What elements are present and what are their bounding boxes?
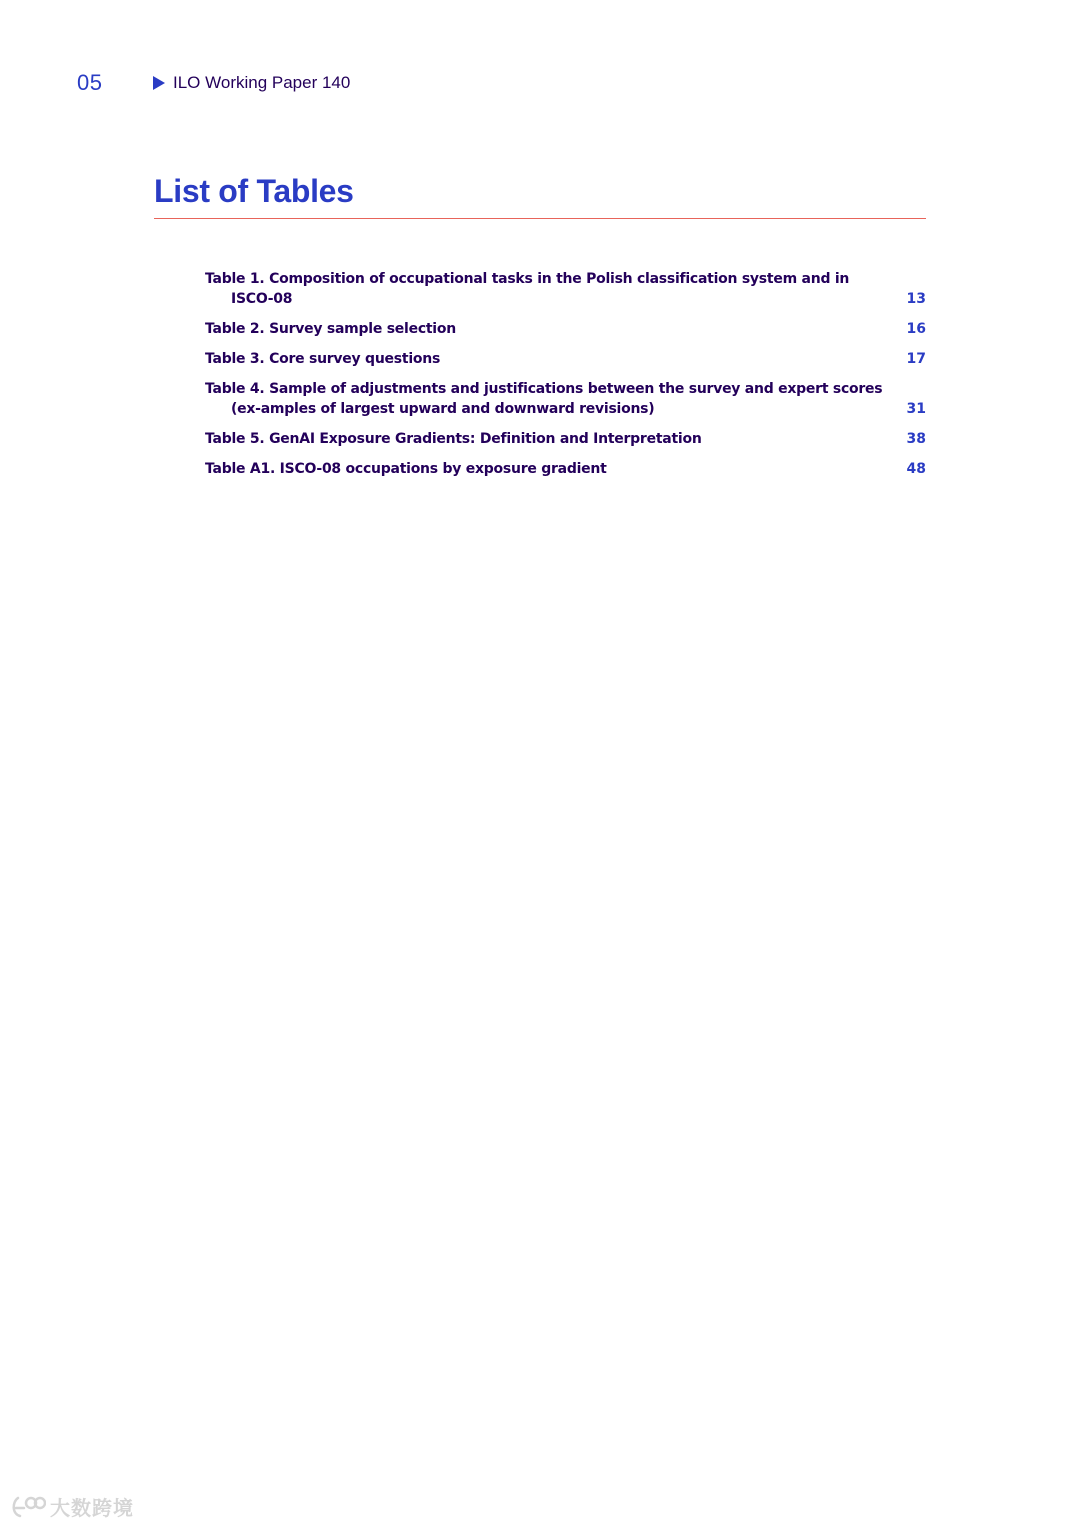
toc-entry-label[interactable]: Table 1. Composition of occupational tasks in the Polish classification system and in ISCO-08 [205,271,850,307]
toc-entry[interactable] [205,319,926,339]
triangle-right-icon [153,76,165,90]
toc-entry-label[interactable]: Table 4. Sample of adjustments and justifications between the survey and expert scores (ex-amples of largest upward and downward revisions) [205,381,883,417]
toc-entry-label[interactable]: Table 5. GenAI Exposure Gradients: Definition and Interpretation [205,431,702,447]
toc-entry[interactable] [205,269,926,309]
title-rule [154,218,926,219]
watermark [10,1492,134,1521]
page-number: 05 [77,70,103,95]
toc-entry-page[interactable]: 48 [906,461,926,477]
running-title: ILO Working Paper 140 [173,73,351,92]
running-head [153,73,350,93]
table-of-contents-list [205,269,926,489]
section-title: List of Tables [154,173,354,209]
toc-entry-label[interactable]: Table A1. ISCO-08 occupations by exposure gradient [205,461,607,477]
toc-entry-label[interactable]: Table 2. Survey sample selection [205,321,456,337]
watermark-text: 大数跨境 [50,1496,134,1520]
toc-entry[interactable] [205,429,926,449]
toc-entry-page[interactable]: 16 [906,321,926,337]
toc-entry[interactable] [205,349,926,369]
watermark-logo-icon [10,1494,46,1520]
toc-entry-label[interactable]: Table 3. Core survey questions [205,351,441,367]
toc-entry-page[interactable]: 38 [906,431,926,447]
toc-entry[interactable] [205,459,926,479]
toc-entry-page[interactable]: 13 [906,291,926,307]
toc-entry[interactable] [205,379,926,419]
toc-entry-page[interactable]: 17 [906,351,926,367]
toc-entry-page[interactable]: 31 [906,401,926,417]
